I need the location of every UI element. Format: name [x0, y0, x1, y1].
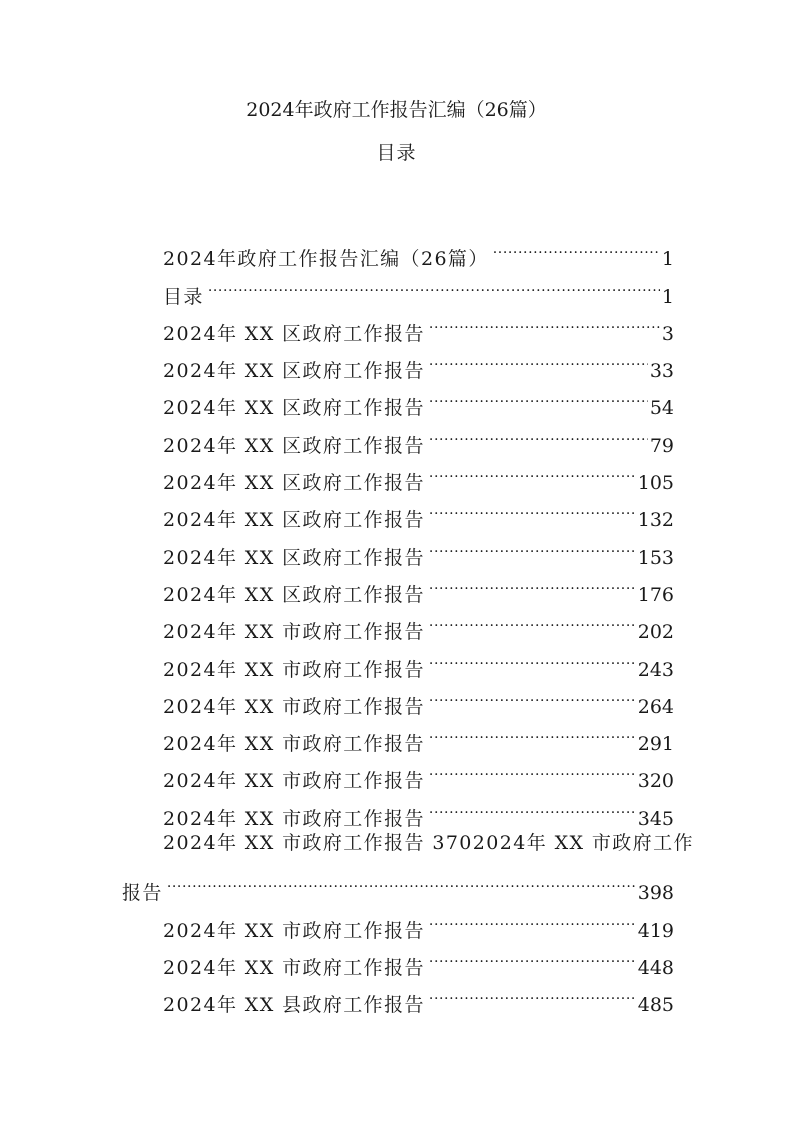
toc-leader-dots: [429, 787, 636, 824]
toc-entry-label: 2024年 XX 市政府工作报告: [163, 621, 425, 644]
toc-leader-dots: [429, 452, 636, 489]
toc-entry-page-number: 105: [637, 472, 674, 495]
toc-entry-label: 报告: [122, 882, 163, 905]
toc-leader-dots: [429, 974, 636, 1011]
toc-entry-page-number: 448: [637, 956, 674, 979]
table-of-contents: [122, 228, 694, 1017]
toc-leader-dots: [429, 564, 636, 601]
toc-leader-dots: [429, 601, 636, 638]
toc-entry-label: 2024年 XX 区政府工作报告: [163, 583, 425, 606]
toc-leader-dots: [429, 638, 636, 675]
toc-entry-page-number: 1: [661, 285, 674, 308]
document-subtitle: 目录: [376, 142, 417, 164]
toc-leader-dots: [429, 414, 648, 451]
toc-leader-dots: [429, 899, 636, 936]
toc-entry-label: 2024年 XX 市政府工作报告: [163, 807, 425, 830]
toc-list: [122, 899, 674, 1017]
toc-leader-dots: [429, 937, 636, 974]
toc-leader-dots: [429, 713, 636, 750]
toc-entry-label: 2024年 XX 区政府工作报告: [163, 546, 425, 569]
toc-entry-wrapped[interactable]: [122, 825, 694, 905]
toc-list: [122, 228, 674, 830]
toc-entry-label: 2024年 XX 区政府工作报告: [163, 397, 425, 420]
toc-entry-page-number: 419: [637, 919, 674, 942]
toc-entry-label: 2024年 XX 县政府工作报告: [163, 994, 425, 1017]
toc-leader-dots: [429, 377, 648, 414]
toc-leader-dots: [493, 228, 660, 265]
toc-entry-page-number: 33: [649, 360, 674, 383]
toc-leader-dots: [429, 303, 660, 340]
toc-entry-page-number: 1: [661, 248, 674, 271]
toc-entry-page-number: 202: [637, 621, 674, 644]
toc-entry-page-number: 398: [637, 882, 674, 905]
toc-entry[interactable]: [122, 899, 674, 942]
toc-leader-dots: [429, 340, 648, 377]
toc-entry-label: 2024年 XX 市政府工作报告: [163, 956, 425, 979]
toc-entry-label: 2024年 XX 市政府工作报告: [163, 919, 425, 942]
toc-entry-label: 2024年 XX 区政府工作报告: [163, 322, 425, 345]
toc-entry-label: 2024年 XX 区政府工作报告: [163, 434, 425, 457]
toc-entry-page-number: 79: [649, 434, 674, 457]
toc-entry-page-number: 485: [637, 994, 674, 1017]
toc-entry-label: 2024年 XX 区政府工作报告: [163, 509, 425, 532]
toc-entry[interactable]: [122, 303, 674, 345]
toc-entry-page-number: 243: [637, 658, 674, 681]
toc-leader-dots: [429, 489, 636, 526]
toc-leader-dots: [429, 750, 636, 787]
toc-entry-label: 2024年 XX 区政府工作报告: [163, 360, 425, 383]
toc-entry-page-number: 153: [637, 546, 674, 569]
toc-entry-page-number: 3: [661, 322, 674, 345]
toc-leader-dots: [429, 676, 636, 713]
toc-entry-wrapped-line2: [122, 862, 674, 905]
toc-entry-label: 2024年 XX 区政府工作报告: [163, 472, 425, 495]
toc-entry-page-number: 345: [637, 807, 674, 830]
toc-entry-page-number: 320: [637, 770, 674, 793]
toc-leader-dots: [208, 265, 660, 302]
toc-entry-label: 2024年 XX 市政府工作报告: [163, 695, 425, 718]
toc-entry-page-number: 54: [649, 397, 674, 420]
document-title: 2024年政府工作报告汇编（26篇）: [246, 99, 547, 121]
toc-leader-dots: [429, 526, 636, 563]
toc-entry-label: 目录: [163, 285, 204, 308]
toc-entry[interactable]: [122, 228, 674, 271]
toc-entry-label: 2024年政府工作报告汇编（26篇）: [163, 248, 489, 271]
toc-entry-page-number: 132: [637, 509, 674, 532]
toc-entry-wrapped-line1: 2024年 XX 市政府工作报告 3702024年 XX 市政府工作: [163, 831, 694, 854]
toc-entry-page-number: 264: [637, 695, 674, 718]
toc-entry-label: 2024年 XX 市政府工作报告: [163, 733, 425, 756]
toc-leader-dots: [167, 862, 636, 899]
toc-entry-label: 2024年 XX 市政府工作报告: [163, 658, 425, 681]
toc-entry-page-number: 291: [637, 733, 674, 756]
toc-entry-label: 2024年 XX 市政府工作报告: [163, 770, 425, 793]
toc-entry-page-number: 176: [637, 583, 674, 606]
